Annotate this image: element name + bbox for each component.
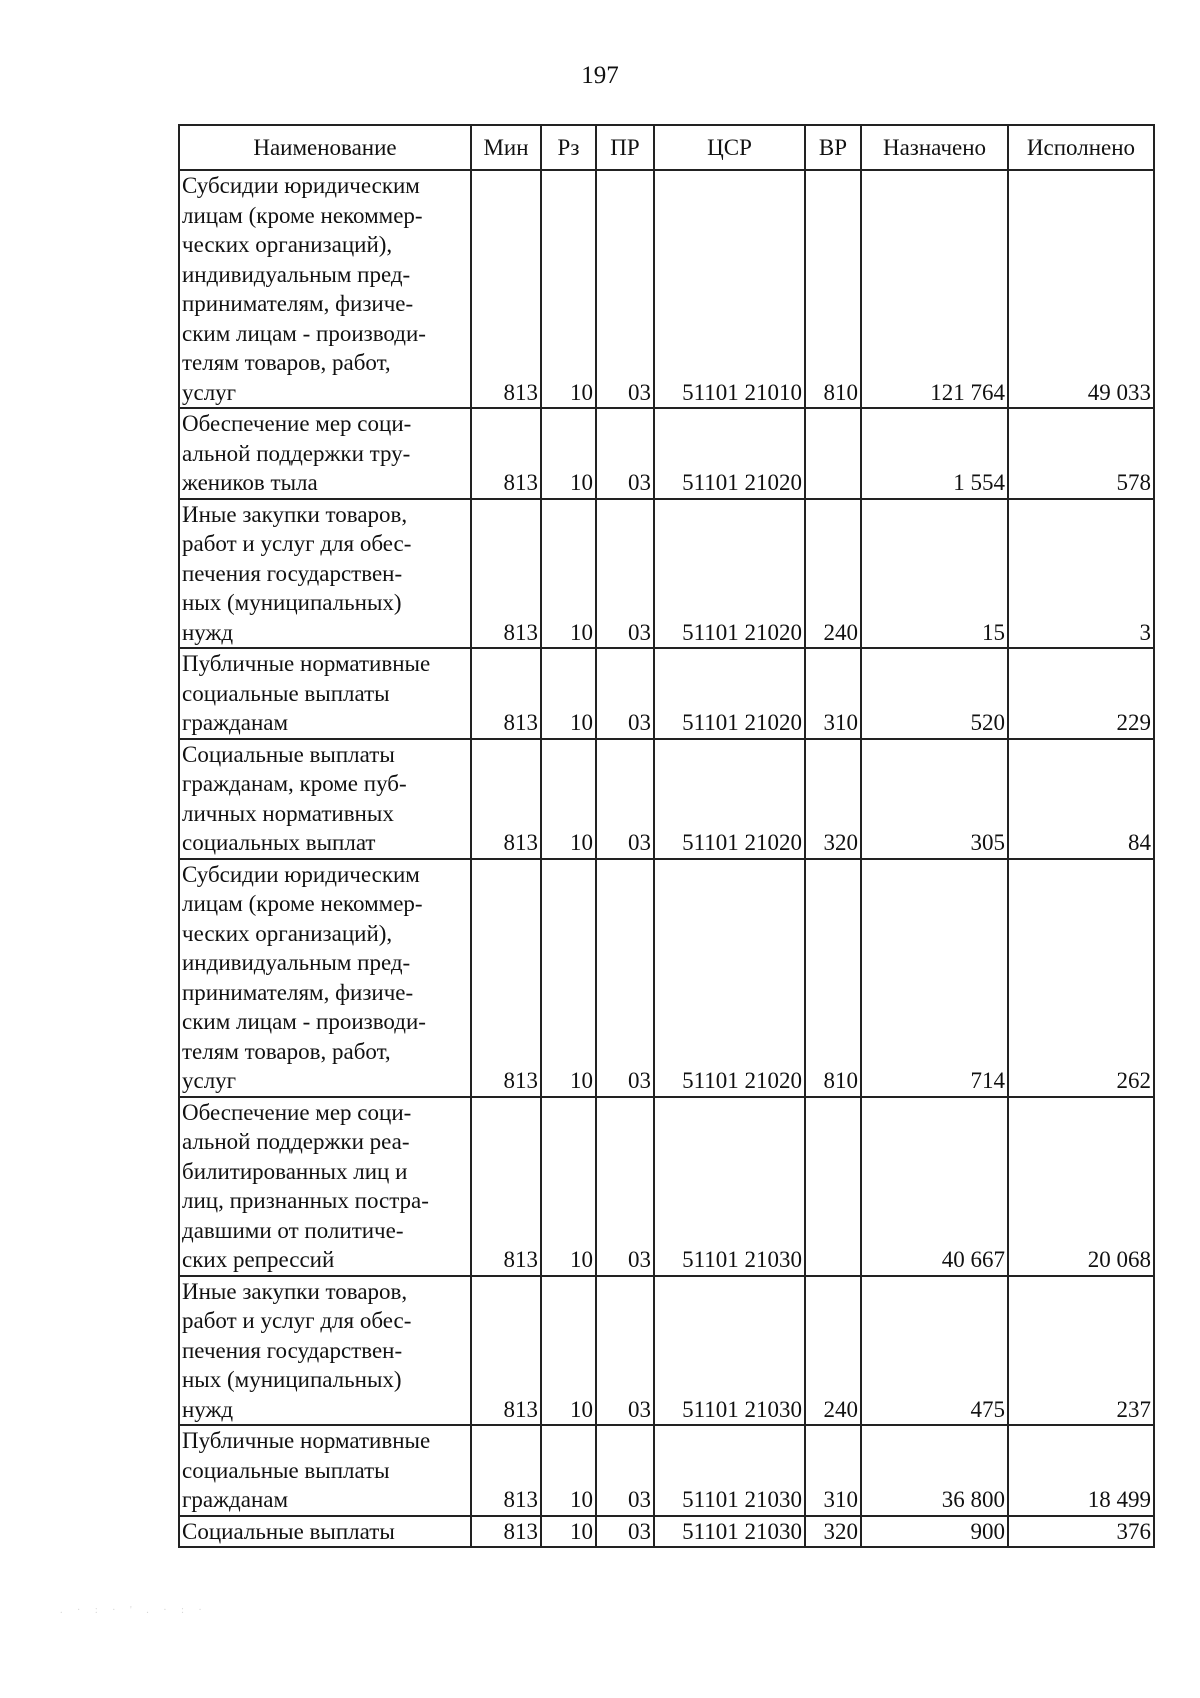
cell-vr: 810	[805, 859, 861, 1097]
cell-pr: 03	[596, 408, 654, 499]
cell-pr: 03	[596, 1097, 654, 1276]
cell-vr: 240	[805, 499, 861, 649]
table-row	[179, 499, 1154, 649]
cell-name: Иные закупки товаров, работ и услуг для обес- печения государствен- ных (муниципальных) нужд	[179, 1276, 471, 1426]
cell-assigned: 36 800	[861, 1425, 1008, 1516]
cell-assigned: 121 764	[861, 170, 1008, 408]
cell-name: Социальные выплаты гражданам, кроме пуб- личных нормативных социальных выплат	[179, 739, 471, 859]
table-header-row	[179, 125, 1154, 170]
cell-csr: 51101 21020	[654, 648, 805, 739]
table-row	[179, 170, 1154, 408]
cell-csr: 51101 21020	[654, 408, 805, 499]
cell-executed: 84	[1008, 739, 1154, 859]
header-csr: ЦСР	[654, 125, 805, 170]
header-name: Наименование	[179, 125, 471, 170]
cell-assigned: 305	[861, 739, 1008, 859]
cell-rz: 10	[541, 739, 596, 859]
cell-vr: 810	[805, 170, 861, 408]
cell-csr: 51101 21030	[654, 1097, 805, 1276]
cell-name: Обеспечение мер соци- альной поддержки реа- билитированных лиц и лиц, признанных постра- давшими от политиче- ских репрессий	[179, 1097, 471, 1276]
cell-min: 813	[471, 648, 541, 739]
cell-rz: 10	[541, 408, 596, 499]
cell-vr: 320	[805, 1516, 861, 1548]
scan-noise: . · : · ' . · : ·	[60, 1605, 208, 1616]
table-body	[179, 170, 1154, 1547]
cell-rz: 10	[541, 170, 596, 408]
cell-pr: 03	[596, 499, 654, 649]
table-row	[179, 408, 1154, 499]
cell-csr: 51101 21010	[654, 170, 805, 408]
cell-name: Субсидии юридическим лицам (кроме некоммер- ческих организаций), индивидуальным пред- принимателям, физиче- ским лицам - производи- телям товаров, работ, услуг	[179, 859, 471, 1097]
cell-rz: 10	[541, 859, 596, 1097]
cell-name: Обеспечение мер соци- альной поддержки тру- жеников тыла	[179, 408, 471, 499]
page-number: 197	[581, 62, 619, 89]
cell-csr: 51101 21030	[654, 1276, 805, 1426]
cell-executed: 49 033	[1008, 170, 1154, 408]
cell-executed: 237	[1008, 1276, 1154, 1426]
cell-min: 813	[471, 859, 541, 1097]
cell-min: 813	[471, 170, 541, 408]
table-row	[179, 1516, 1154, 1548]
cell-csr: 51101 21020	[654, 739, 805, 859]
cell-executed: 20 068	[1008, 1097, 1154, 1276]
cell-min: 813	[471, 1276, 541, 1426]
cell-assigned: 475	[861, 1276, 1008, 1426]
table-row	[179, 1276, 1154, 1426]
cell-assigned: 15	[861, 499, 1008, 649]
cell-executed: 262	[1008, 859, 1154, 1097]
cell-csr: 51101 21030	[654, 1425, 805, 1516]
cell-vr	[805, 1097, 861, 1276]
cell-pr: 03	[596, 1516, 654, 1548]
cell-pr: 03	[596, 170, 654, 408]
cell-vr: 310	[805, 648, 861, 739]
cell-min: 813	[471, 739, 541, 859]
table-row	[179, 1097, 1154, 1276]
cell-executed: 3	[1008, 499, 1154, 649]
cell-pr: 03	[596, 739, 654, 859]
cell-assigned: 714	[861, 859, 1008, 1097]
cell-rz: 10	[541, 1097, 596, 1276]
cell-assigned: 900	[861, 1516, 1008, 1548]
cell-pr: 03	[596, 648, 654, 739]
cell-min: 813	[471, 1516, 541, 1548]
table-row	[179, 859, 1154, 1097]
cell-pr: 03	[596, 1276, 654, 1426]
table-row	[179, 1425, 1154, 1516]
table-row	[179, 648, 1154, 739]
header-min: Мин	[471, 125, 541, 170]
cell-min: 813	[471, 408, 541, 499]
cell-rz: 10	[541, 1276, 596, 1426]
header-executed: Исполнено	[1008, 125, 1154, 170]
cell-executed: 229	[1008, 648, 1154, 739]
budget-table	[178, 124, 1155, 1548]
cell-name: Публичные нормативные социальные выплаты гражданам	[179, 648, 471, 739]
header-vr: ВР	[805, 125, 861, 170]
cell-rz: 10	[541, 499, 596, 649]
cell-pr: 03	[596, 859, 654, 1097]
cell-executed: 376	[1008, 1516, 1154, 1548]
cell-csr: 51101 21030	[654, 1516, 805, 1548]
cell-assigned: 40 667	[861, 1097, 1008, 1276]
cell-min: 813	[471, 1097, 541, 1276]
cell-assigned: 1 554	[861, 408, 1008, 499]
cell-min: 813	[471, 1425, 541, 1516]
cell-vr: 240	[805, 1276, 861, 1426]
cell-vr	[805, 408, 861, 499]
cell-rz: 10	[541, 1516, 596, 1548]
cell-min: 813	[471, 499, 541, 649]
cell-vr: 320	[805, 739, 861, 859]
cell-name: Субсидии юридическим лицам (кроме некоммер- ческих организаций), индивидуальным пред- принимателям, физиче- ским лицам - производи- телям товаров, работ, услуг	[179, 170, 471, 408]
cell-csr: 51101 21020	[654, 859, 805, 1097]
header-pr: ПР	[596, 125, 654, 170]
cell-pr: 03	[596, 1425, 654, 1516]
cell-name: Публичные нормативные социальные выплаты гражданам	[179, 1425, 471, 1516]
cell-name: Иные закупки товаров, работ и услуг для обес- печения государствен- ных (муниципальных) нужд	[179, 499, 471, 649]
cell-executed: 18 499	[1008, 1425, 1154, 1516]
cell-rz: 10	[541, 1425, 596, 1516]
cell-rz: 10	[541, 648, 596, 739]
cell-assigned: 520	[861, 648, 1008, 739]
cell-csr: 51101 21020	[654, 499, 805, 649]
header-rz: Рз	[541, 125, 596, 170]
header-assigned: Назначено	[861, 125, 1008, 170]
cell-vr: 310	[805, 1425, 861, 1516]
cell-name: Социальные выплаты	[179, 1516, 471, 1548]
table-row	[179, 739, 1154, 859]
cell-executed: 578	[1008, 408, 1154, 499]
